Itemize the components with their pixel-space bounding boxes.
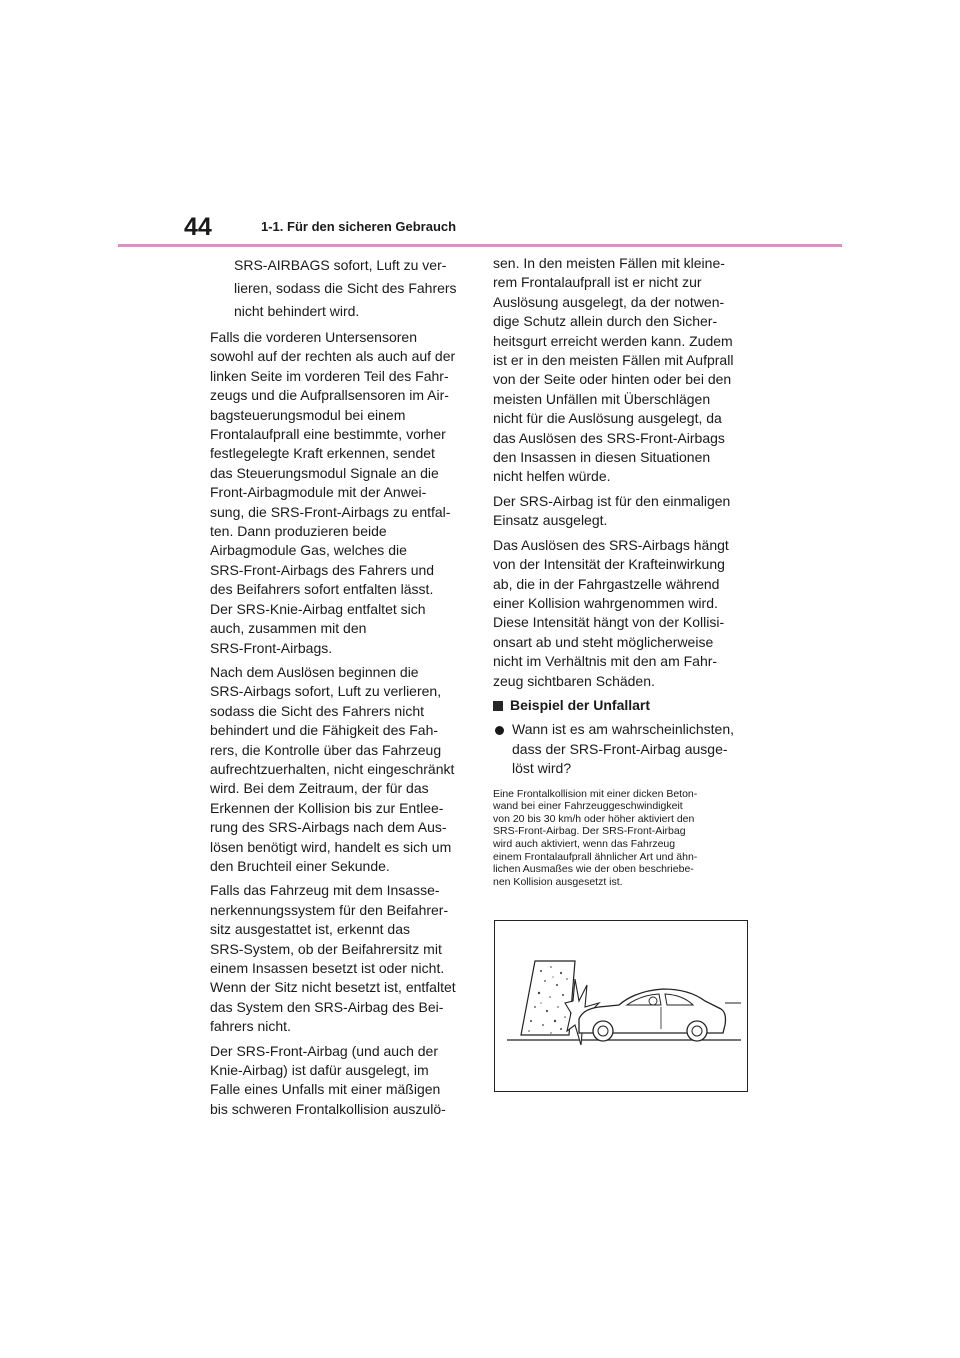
square-bullet-icon [493, 701, 503, 711]
concrete-wall [521, 961, 575, 1035]
text-line: Eine Frontalkollision mit einer dicken Beton- [493, 787, 698, 800]
text-line: wird. Bei dem Zeitraum, der für das [210, 780, 429, 797]
page-number: 44 [184, 213, 212, 241]
text-line: dass der SRS-Front-Airbag ausge- [512, 740, 728, 757]
text-line: Der SRS-Knie-Airbag entfaltet sich [210, 600, 426, 617]
driver-head [649, 997, 657, 1005]
text-line: von 20 bis 30 km/h oder höher aktiviert den [493, 812, 695, 825]
paragraph-single-use [493, 492, 747, 531]
text-line: einem Insassen besetzt ist oder nicht. [210, 960, 445, 976]
text-line: rers, die Kontrolle über das Fahrzeug [210, 741, 442, 758]
text-line: Falls das Fahrzeug mit dem Insasse- [210, 882, 440, 899]
crash-illustration [494, 920, 748, 1092]
note-text [493, 788, 747, 889]
text-line: das Auslösen des SRS-Front-Airbags [493, 429, 725, 446]
text-line: einer Kollision wahrgenommen wird. [493, 594, 718, 611]
text-line: rung des SRS-Airbags nach dem Aus- [210, 819, 447, 836]
intro-paragraph [210, 254, 464, 323]
text-line: dige Schutz allein durch den Sicher- [493, 313, 718, 330]
text-line: sung, die SRS-Front-Airbags zu entfal- [210, 503, 451, 520]
round-bullet-icon [495, 726, 504, 735]
rear-wheel-hub [692, 1026, 702, 1036]
text-line: onsart ab und steht möglicherweise [493, 633, 714, 650]
text-line: zeugs und die Aufprallsensoren im Air- [210, 387, 449, 404]
subheading-text: Beispiel der Unfallart [510, 696, 651, 713]
text-line: des Beifahrers sofort entfalten lässt. [210, 581, 434, 598]
text-line: ist er in den meisten Fällen mit Aufprall [493, 352, 734, 369]
section-title: 1-1. Für den sicheren Gebrauch [261, 219, 457, 234]
text-line: von der Intensität der Krafteinwirkung [493, 556, 725, 573]
text-line: nicht behindert wird. [234, 303, 360, 319]
text-line: Front-Airbagmodule mit der Anwei- [210, 484, 427, 501]
paragraph-intensity [493, 536, 747, 691]
text-line: meisten Unfällen mit Überschlägen [493, 390, 711, 407]
text-line: Falle eines Unfalls mit einer mäßigen [210, 1081, 441, 1098]
crash-illustration-svg [495, 921, 749, 1093]
text-line: ten. Dann produzieren beide [210, 523, 387, 540]
text-line: den Insassen in diesen Situationen [493, 449, 711, 466]
paragraph-front-sensors [210, 328, 464, 658]
text-line: Wann ist es am wahrscheinlichsten, [512, 721, 735, 738]
text-line: Wenn der Sitz nicht besetzt ist, entfaltet [210, 979, 456, 996]
text-line: auch, zusammen mit den [210, 620, 367, 637]
text-line: SRS-System, ob der Beifahrersitz mit [210, 940, 442, 957]
text-line: sowohl auf der rechten als auch auf der [210, 348, 456, 365]
text-line: Einsatz ausgelegt. [493, 512, 608, 529]
text-line: Der SRS-Airbag ist für den einmaligen [493, 492, 731, 509]
text-line: aufrechtzuerhalten, nicht eingeschränkt [210, 760, 455, 777]
text-line: von der Seite oder hinten oder bei den [493, 371, 732, 388]
text-line: zeug sichtbaren Schäden. [493, 672, 655, 689]
text-line: den Bruchteil einer Sekunde. [210, 857, 390, 874]
text-line: SRS-Airbags sofort, Luft zu verlieren, [210, 683, 442, 700]
text-line: lösen benötigt wird, handelt es sich um [210, 838, 452, 855]
text-line: linken Seite im vorderen Teil des Fahr- [210, 367, 449, 384]
paragraph-design [210, 1042, 464, 1120]
text-line: festlegelegte Kraft erkennen, sendet [210, 445, 435, 462]
text-line: Das Auslösen des SRS-Airbags hängt [493, 536, 729, 553]
text-line: SRS-Front-Airbag. Der SRS-Front-Airbag [493, 825, 686, 838]
text-line: SRS-Front-Airbags des Fahrers und [210, 561, 435, 578]
text-line: Airbagmodule Gas, welches die [210, 542, 407, 559]
text-line: löst wird? [512, 760, 572, 777]
text-line: sen. In den meisten Fällen mit kleine- [493, 255, 725, 271]
text-line: wird auch aktiviert, wenn das Fahrzeug [493, 837, 676, 850]
paragraph-occupant-detection [210, 881, 464, 1036]
header-rule [118, 244, 842, 247]
text-line: fahrers nicht. [210, 1018, 291, 1035]
text-line: ab, die in der Fahrgastzelle während [493, 575, 720, 592]
text-line: nen Kollision ausgesetzt ist. [493, 875, 623, 888]
text-line: nicht im Verhältnis mit den am Fahr- [493, 653, 718, 670]
text-line: Auslösung ausgelegt, da der notwen- [493, 293, 725, 310]
text-line: Der SRS-Front-Airbag (und auch der [210, 1042, 438, 1059]
text-line: Frontalaufprall eine bestimmte, vorher [210, 426, 446, 443]
text-line: heitsgurt erreicht werden kann. Zudem [493, 332, 733, 349]
text-line: bagsteuerungsmodul bei einem [210, 406, 406, 423]
front-wheel-hub [598, 1026, 608, 1036]
text-line: Diese Intensität hängt von der Kollisi- [493, 614, 725, 631]
text-line: Knie-Airbag) ist dafür ausgelegt, im [210, 1062, 429, 1079]
text-line: rem Frontalaufprall ist er nicht zur [493, 274, 702, 291]
bullet-question [493, 720, 747, 778]
text-line: einem Frontalaufprall ähnlicher Art und ähn- [493, 850, 698, 863]
text-line: nicht für die Auslösung ausgelegt, da [493, 410, 722, 427]
text-line: lieren, sodass die Sicht des Fahrers [234, 280, 457, 296]
text-line: bis schweren Frontalkollision auszulö- [210, 1100, 446, 1117]
paragraph-deflation [210, 663, 464, 876]
text-line: Nach dem Auslösen beginnen die [210, 663, 419, 680]
text-line: das System den SRS-Airbag des Bei- [210, 998, 444, 1015]
text-line: sodass die Sicht des Fahrers nicht [210, 702, 424, 719]
text-line: wand bei einer Fahrzeuggeschwindigkeit [493, 800, 683, 813]
text-line: nerkennungssystem für den Beifahrer- [210, 901, 449, 918]
left-column [210, 254, 464, 1124]
subheading [493, 696, 747, 715]
text-line: SRS-AIRBAGS sofort, Luft zu ver- [234, 257, 447, 273]
text-line: Erkennen der Kollision bis zur Entlee- [210, 799, 444, 816]
text-line: lichen Ausmaßes wie der oben beschriebe- [493, 863, 694, 876]
text-line: sitz ausgestattet ist, erkennt das [210, 921, 410, 938]
text-line: Falls die vorderen Untersensoren [210, 329, 417, 345]
right-column [493, 254, 747, 888]
text-line: behindert und die Fähigkeit des Fah- [210, 722, 439, 739]
text-line: das Steuerungsmodul Signale an die [210, 464, 439, 481]
text-line: SRS-Front-Airbags. [210, 639, 333, 656]
text-line: nicht helfen würde. [493, 468, 611, 485]
paragraph-continuation [493, 254, 747, 487]
bullet-text [512, 720, 734, 778]
